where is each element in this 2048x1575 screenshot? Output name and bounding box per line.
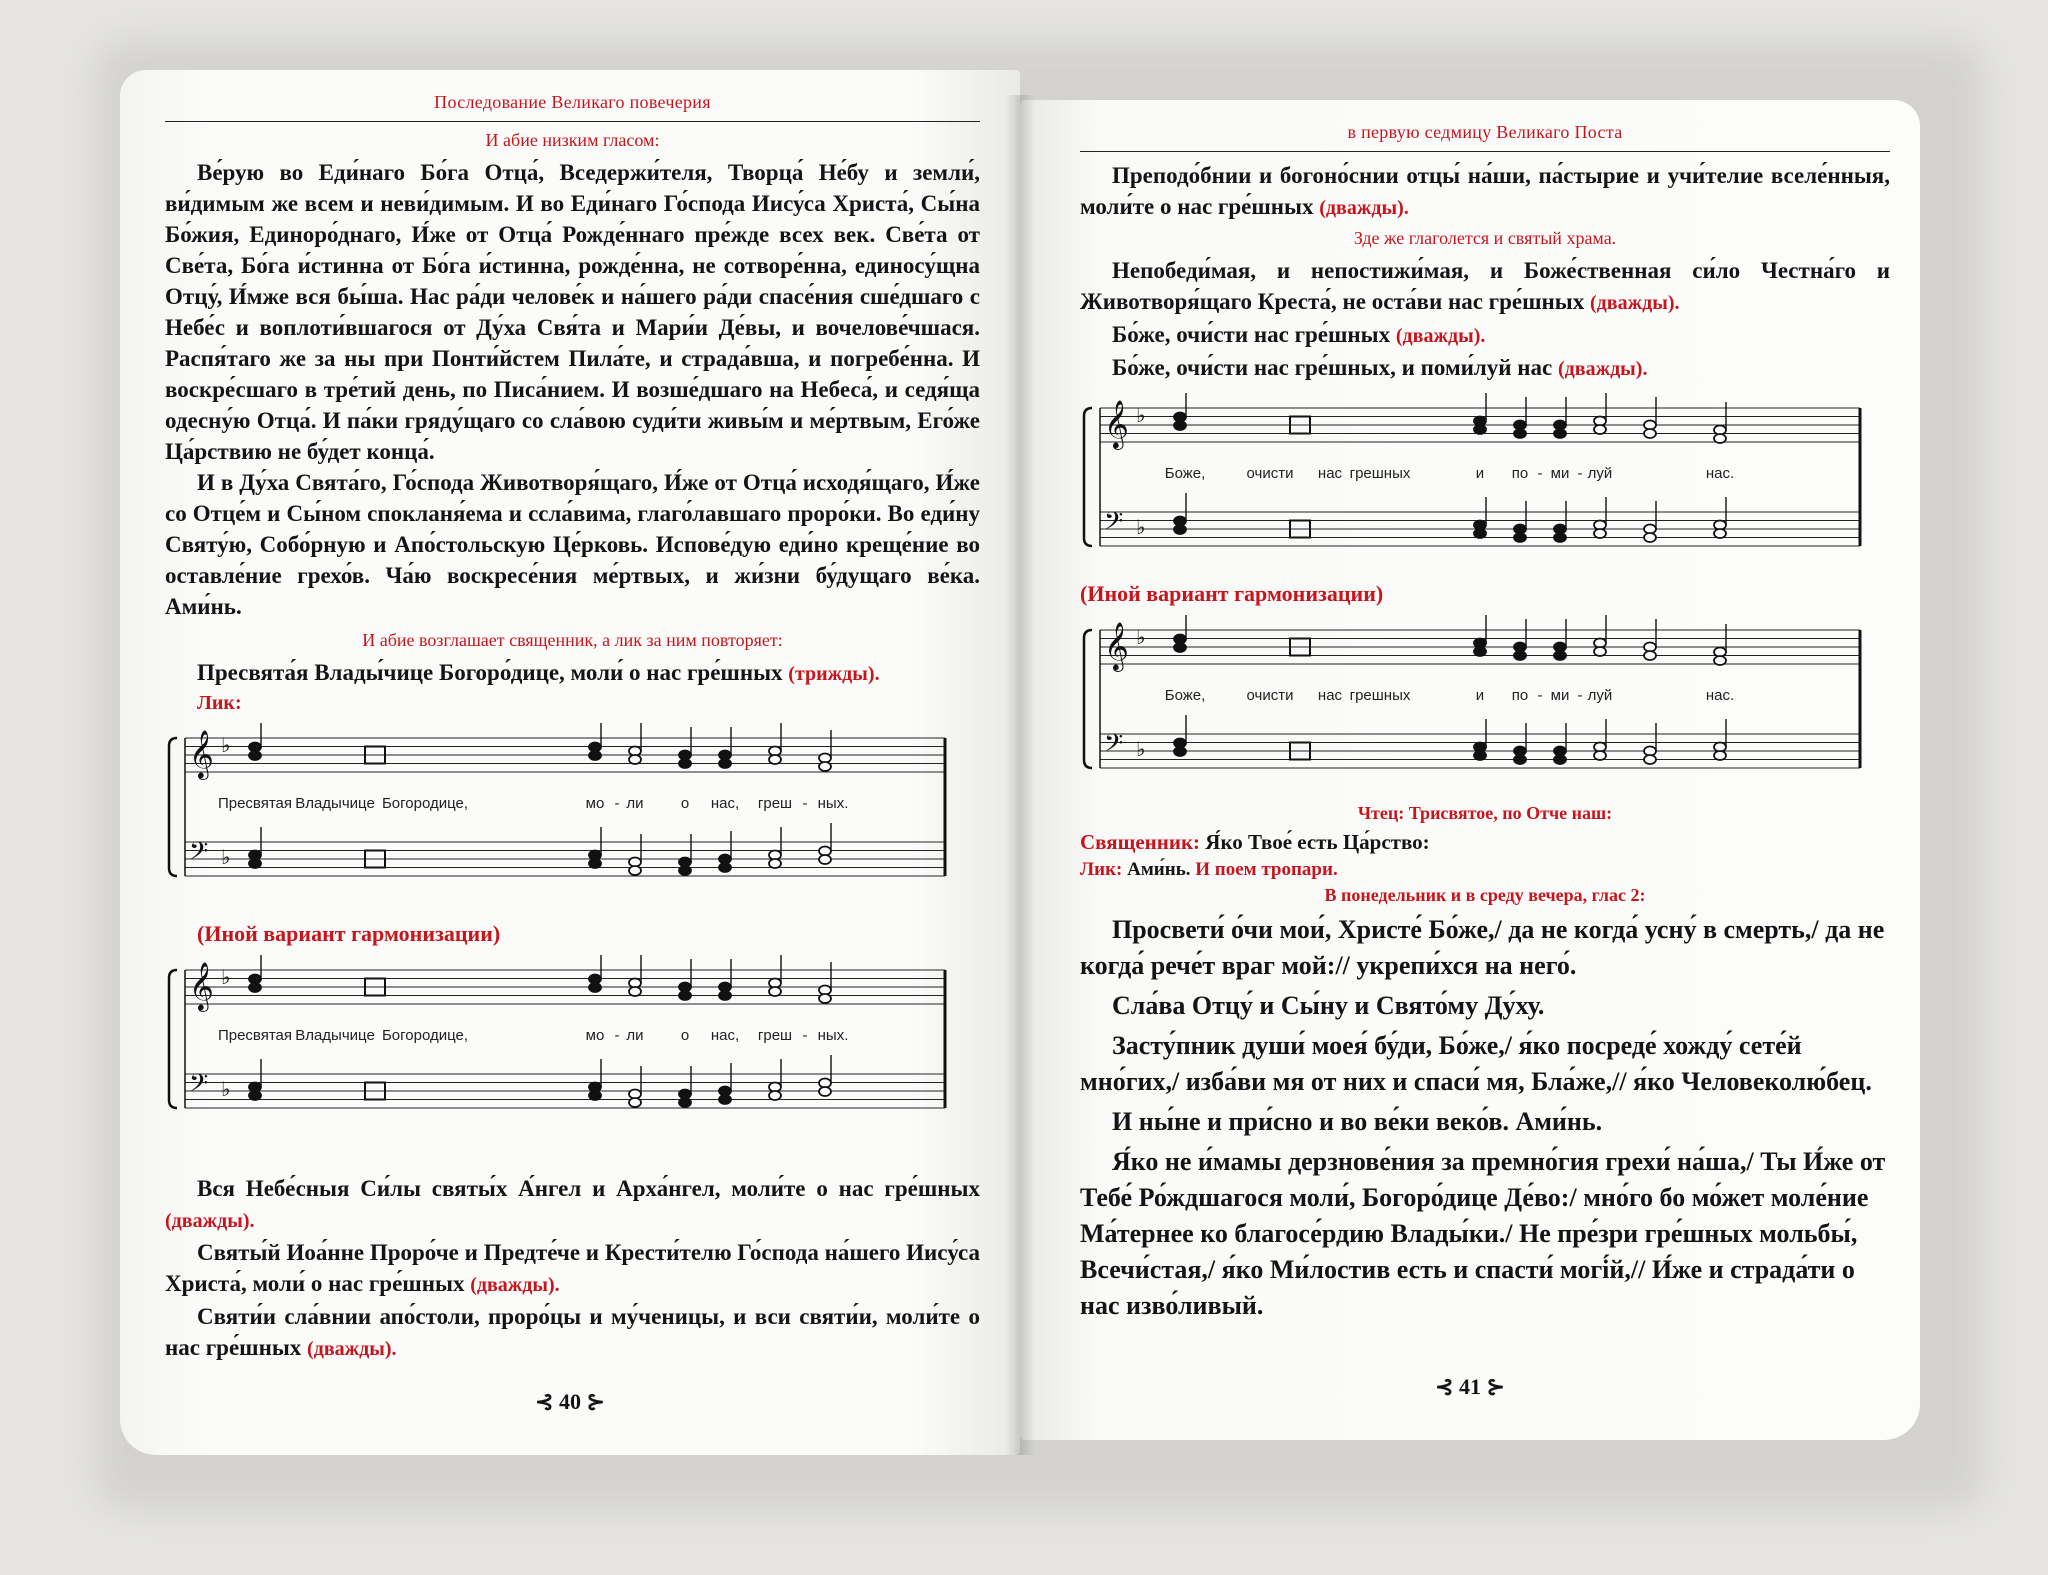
note-head [1594, 647, 1606, 656]
lyric-syllable: по [1511, 465, 1529, 482]
music-score-3 [1080, 393, 1880, 573]
note-head [819, 855, 831, 864]
flat-icon: ♭ [1136, 405, 1146, 427]
note-head [629, 1098, 641, 1107]
note-head [1594, 425, 1606, 434]
glory-line: Сла́ва Отцу́ и Сы́ну и Свято́му Ду́ху. [1112, 991, 1545, 1020]
system-brace [169, 738, 177, 876]
page-number-40: ⊰ 40 ⊱ [535, 1389, 605, 1414]
note-head [1714, 656, 1726, 665]
note-head [1554, 429, 1566, 438]
powers-text: Вся Небе́сныя Си́лы святы́х А́нгел и Арха́нгел, моли́те о нас гре́шных [197, 1176, 980, 1201]
rubric-priest: И абие возглашает священник, а лик за ним повторяет: [362, 630, 783, 650]
lyric-syllable: Богородице, [381, 1027, 469, 1044]
powers-note: (дважды). [165, 1210, 255, 1232]
lyric-syllable: нас [1317, 687, 1343, 704]
note-head [819, 1087, 831, 1096]
lyric-syllable: грешных [1349, 465, 1411, 482]
treble-clef-icon: 𝄞 [1104, 402, 1129, 448]
flat-icon: ♭ [1136, 739, 1146, 761]
priest-text: Я́ко Твое́ есть Ца́рство: [1205, 830, 1430, 854]
note-head [1514, 755, 1526, 764]
lik-response [1080, 859, 1890, 881]
cleanse-mercy-text: Бо́же, очи́сти нас гре́шных, и поми́луй нас [1112, 355, 1553, 380]
note-head [249, 859, 261, 868]
treble-clef-icon: 𝄞 [189, 732, 214, 778]
lyric-syllable: ми [1550, 465, 1570, 482]
lyric-syllable: Владычице [295, 795, 375, 812]
note-head [719, 759, 731, 768]
folio-number: 40 [559, 1389, 581, 1414]
theotokos-text: Пресвята́я Влады́чице Богоро́дице, моли́ о нас гре́шных [197, 660, 783, 685]
lyric-syllable: нас, [710, 795, 740, 812]
note-head [589, 859, 601, 868]
fathers-line [1080, 160, 1890, 224]
cleanse-line [1080, 319, 1890, 352]
note-head [769, 755, 781, 764]
note-head [1594, 529, 1606, 538]
note-head [1554, 755, 1566, 764]
lyric-syllable: - [802, 1027, 808, 1044]
bass-clef-icon: 𝄢 [189, 838, 209, 871]
lyric-syllable: Боже, [1164, 687, 1206, 704]
lyric-syllable: и [1475, 465, 1485, 482]
now-line: И ны́не и при́сно и во ве́ки веко́в. Ами́нь. [1112, 1107, 1603, 1136]
lyric-syllable: - [1577, 687, 1583, 704]
lyric-syllable: - [614, 1027, 620, 1044]
note-head [1714, 434, 1726, 443]
note-head [1554, 651, 1566, 660]
apostles-note: (дважды). [307, 1338, 397, 1360]
system-brace [1084, 408, 1092, 546]
page-number-41: ⊰ 41 ⊱ [1435, 1374, 1505, 1399]
flat-icon: ♭ [1136, 627, 1146, 649]
priest-label: Священник: [1080, 830, 1201, 854]
lyric-syllable: и [1475, 687, 1485, 704]
lyric-syllable: нас. [1705, 465, 1735, 482]
john-note: (дважды). [470, 1274, 560, 1296]
troparia-note: И поем тропари. [1195, 859, 1338, 880]
cleanse-note: (дважды). [1395, 325, 1486, 347]
cross-block [1080, 255, 1890, 385]
note-head [719, 1095, 731, 1104]
flat-icon: ♭ [1136, 517, 1146, 539]
note-head [1714, 529, 1726, 538]
bass-clef-icon: 𝄢 [189, 1070, 209, 1103]
creed-paragraph-1: Ве́рую во Еди́наго Бо́га Отца́, Вседержи́теля, Творца́ Не́бу и земли́, ви́димым же всем и неви́димым. И во Еди́наго Го́спода Иису́са Христа́, Сы́на Бо́жия, Единоро́днаго, И́же от Отца́ Рожде́ннаго пре́жде всех век. Све́та от Све́та, Бо́га и́стинна от Бо́га и́стинна, рожде́нна, не сотворе́нна, единосу́щна Отцу́, И́мже вся бы́ша. Нас ра́ди челове́к и на́шего ра́ди спасе́ния сше́дшаго с Небе́с и воплоти́вшагося от Ду́ха Свя́та и Мари́и Де́вы, и вочелове́чшася. Распя́таго же за ны при Понти́йстем Пила́те, и страда́вша, и погребе́нна. И воскре́сшаго в тре́тий день, по Писа́нием. И возше́дшаго на Небеса́, и седя́ща одесну́ю Отца́. И па́ки гряду́щаго со сла́вою суди́ти живы́м и ме́ртвым, Его́же Ца́рствию не бу́дет конца́. [165, 160, 980, 464]
lyric-syllable: греш [757, 795, 793, 812]
note-head [629, 987, 641, 996]
lyric-syllable: - [1537, 687, 1543, 704]
rubric-intro: И абие низким гласом: [485, 130, 660, 150]
lyric-syllable: - [1537, 465, 1543, 482]
monday-rubric: В понедельник и в среду вечера, глас 2: [1324, 885, 1646, 905]
apostles-line [165, 1301, 980, 1365]
creed [165, 157, 980, 622]
troparion-2: Засту́пник души́ моея́ бу́ди, Бо́же,/ я́ко посреде́ хожду́ сете́й мно́гих,/ изба́ви мя от них и спаси́ мя, Бла́же,// я́ко Человеколю́бец. [1080, 1031, 1872, 1096]
lyric-syllable: - [614, 795, 620, 812]
note-head [1554, 533, 1566, 542]
note-head [719, 991, 731, 1000]
note-head [249, 1091, 261, 1100]
lyric-syllable: мо [585, 1027, 605, 1044]
alt-harmony-label: (Иной вариант гармонизации) [197, 921, 501, 946]
lyric-syllable: - [802, 795, 808, 812]
lyric-syllable: ных. [817, 795, 849, 812]
lyric-syllable: о [680, 1027, 690, 1044]
note-head [629, 755, 641, 764]
fathers-text: Преподо́бнии и богоно́снии отцы́ на́ши, па́стырие и учи́телие вселе́нныя, моли́те о нас гре́шных [1080, 163, 1890, 219]
intercessions [165, 1173, 980, 1365]
lyric-syllable: нас [1317, 465, 1343, 482]
lyric-syllable: Пресвятая [217, 1027, 293, 1044]
treble-clef-icon: 𝄞 [1104, 624, 1129, 670]
note-head [769, 1091, 781, 1100]
note-head [249, 751, 261, 760]
lyric-syllable: Пресвятая [217, 795, 293, 812]
note-head [1174, 421, 1186, 430]
music-score-1 [165, 723, 965, 913]
lik-label: Лик: [197, 692, 242, 714]
note-head [1174, 525, 1186, 534]
note-head [1594, 751, 1606, 760]
right-intercessions [1080, 160, 1890, 224]
lyric-syllable: о [680, 795, 690, 812]
cleanse-mercy-line [1080, 352, 1890, 385]
lyric-syllable: нас. [1705, 687, 1735, 704]
note-head [679, 866, 691, 875]
note-head [1474, 647, 1486, 656]
lyric-syllable: Боже, [1164, 465, 1206, 482]
note-head [679, 1098, 691, 1107]
flat-icon: ♭ [221, 1079, 231, 1101]
note-head [1714, 751, 1726, 760]
cross-text: Непобеди́мая, и непостижи́мая, и Боже́ственная си́ло Честна́го и Животворя́щаго Креста́, не оста́ви нас гре́шных [1080, 258, 1890, 314]
reader-rubric: Чтец: Трисвятое, по Отче наш: [1357, 803, 1613, 823]
john-line [165, 1237, 980, 1301]
note-head [1474, 529, 1486, 538]
alt-harmony-label: (Иной вариант гармонизации) [1080, 581, 1384, 606]
note-head [679, 991, 691, 1000]
cross-note: (дважды). [1590, 292, 1680, 314]
rubric-temple: Зде же глаголется и святый храма. [1353, 228, 1617, 248]
note-head [589, 983, 601, 992]
theotokos-note: (трижды). [788, 663, 880, 685]
book-gutter [1005, 95, 1035, 1455]
running-head: Последование Великаго повечерия [165, 92, 980, 122]
lyric-syllable: мо [585, 795, 605, 812]
folio-number: 41 [1459, 1374, 1481, 1399]
powers-line [165, 1173, 980, 1237]
flat-icon: ♭ [221, 847, 231, 869]
troparia [1080, 912, 1890, 1324]
note-head [719, 863, 731, 872]
lyric-syllable: ми [1550, 687, 1570, 704]
right-page [1020, 100, 1920, 1440]
priest-exclamation [1080, 830, 1890, 855]
note-head [1474, 425, 1486, 434]
lyric-syllable: Богородице, [381, 795, 469, 812]
system-brace [169, 970, 177, 1108]
lyric-syllable: греш [757, 1027, 793, 1044]
note-head [819, 762, 831, 771]
note-head [1514, 429, 1526, 438]
note-head [1474, 751, 1486, 760]
lik-label: Лик: [1080, 859, 1123, 880]
note-head [1644, 533, 1656, 542]
cross-line [1080, 255, 1890, 319]
cleanse-text: Бо́же, очи́сти нас гре́шных [1112, 322, 1391, 347]
flat-icon: ♭ [221, 967, 231, 989]
lyric-syllable: очисти [1246, 687, 1294, 704]
john-text: Святы́й Иоа́нне Проро́че и Предте́че и Крести́телю Го́спода на́шего Иису́са Христа́, моли́ о нас гре́шных [165, 1240, 980, 1296]
theotokos-line [165, 657, 980, 690]
lyric-syllable: по [1511, 687, 1529, 704]
lyric-syllable: очисти [1246, 465, 1294, 482]
lyric-syllable: ли [626, 795, 644, 812]
lyric-syllable: грешных [1349, 687, 1411, 704]
note-head [769, 987, 781, 996]
note-head [1644, 755, 1656, 764]
lyric-syllable: луй [1587, 465, 1613, 482]
note-head [249, 983, 261, 992]
troparion-1: Просвети́ о́чи мои́, Христе́ Бо́же,/ да не когда́ усну́ в смерть,/ да не когда́ рече́т враг мой:// укрепи́хся на него́. [1080, 915, 1885, 980]
bass-clef-icon: 𝄢 [1104, 508, 1124, 541]
music-score-2 [165, 955, 965, 1165]
fathers-note: (дважды). [1319, 197, 1409, 219]
lyric-syllable: - [1577, 465, 1583, 482]
lyric-syllable: ных. [817, 1027, 849, 1044]
lyric-syllable: Владычице [295, 1027, 375, 1044]
note-head [1644, 651, 1656, 660]
note-head [589, 1091, 601, 1100]
music-score-4 [1080, 615, 1880, 795]
flat-icon: ♭ [221, 735, 231, 757]
lyric-syllable: ли [626, 1027, 644, 1044]
note-head [769, 859, 781, 868]
system-brace [1084, 630, 1092, 768]
troparion-3: Я́ко не и́мамы дерзнове́ния за премно́гия грехи́ на́ша,/ Ты И́же от Тебе́ Ро́ждшагося моли́, Богоро́дице Де́во:/ мно́го бо мо́жет моле́ние Ма́тернее ко благосе́рдию Влады́ки./ Не пре́зри гре́шных мольбы́, Всечи́стая,/ я́ко Ми́лостив есть и спасти́ могі́й,// И́же и страда́ти о нас изво́ливый. [1080, 1147, 1886, 1320]
creed-paragraph-2: И в Ду́ха Свята́го, Го́спода Животворя́щаго, И́же от Отца́ исходя́щаго, И́же со Отце́м и Сы́ном спокланя́ема и ссла́вима, глаго́лавшаго проро́ки. Во еди́ну Святу́ю, Собо́рную и Апо́стольскую Це́рковь. Испове́дую еди́но креще́ние во оставле́ние грехо́в. Ча́ю воскресе́ния ме́ртвых, и жи́зни бу́дущаго ве́ка. Ами́нь. [165, 470, 980, 619]
note-head [679, 759, 691, 768]
note-head [1174, 643, 1186, 652]
lyric-syllable: луй [1587, 687, 1613, 704]
note-head [819, 994, 831, 1003]
bass-clef-icon: 𝄢 [1104, 730, 1124, 763]
apostles-text: Святи́и сла́внии апо́столи, проро́цы и му́ченицы, и вси святи́и, моли́те о нас гре́шных [165, 1304, 980, 1360]
note-head [589, 751, 601, 760]
note-head [629, 866, 641, 875]
note-head [1514, 533, 1526, 542]
lyric-syllable: нас, [710, 1027, 740, 1044]
note-head [1514, 651, 1526, 660]
treble-clef-icon: 𝄞 [189, 964, 214, 1010]
note-head [1644, 429, 1656, 438]
left-page [120, 70, 1020, 1455]
running-head: в первую седмицу Великаго Поста [1080, 122, 1890, 152]
lik-text: Ами́нь. [1127, 859, 1191, 880]
cleanse-mercy-note: (дважды). [1557, 358, 1648, 380]
note-head [1174, 747, 1186, 756]
